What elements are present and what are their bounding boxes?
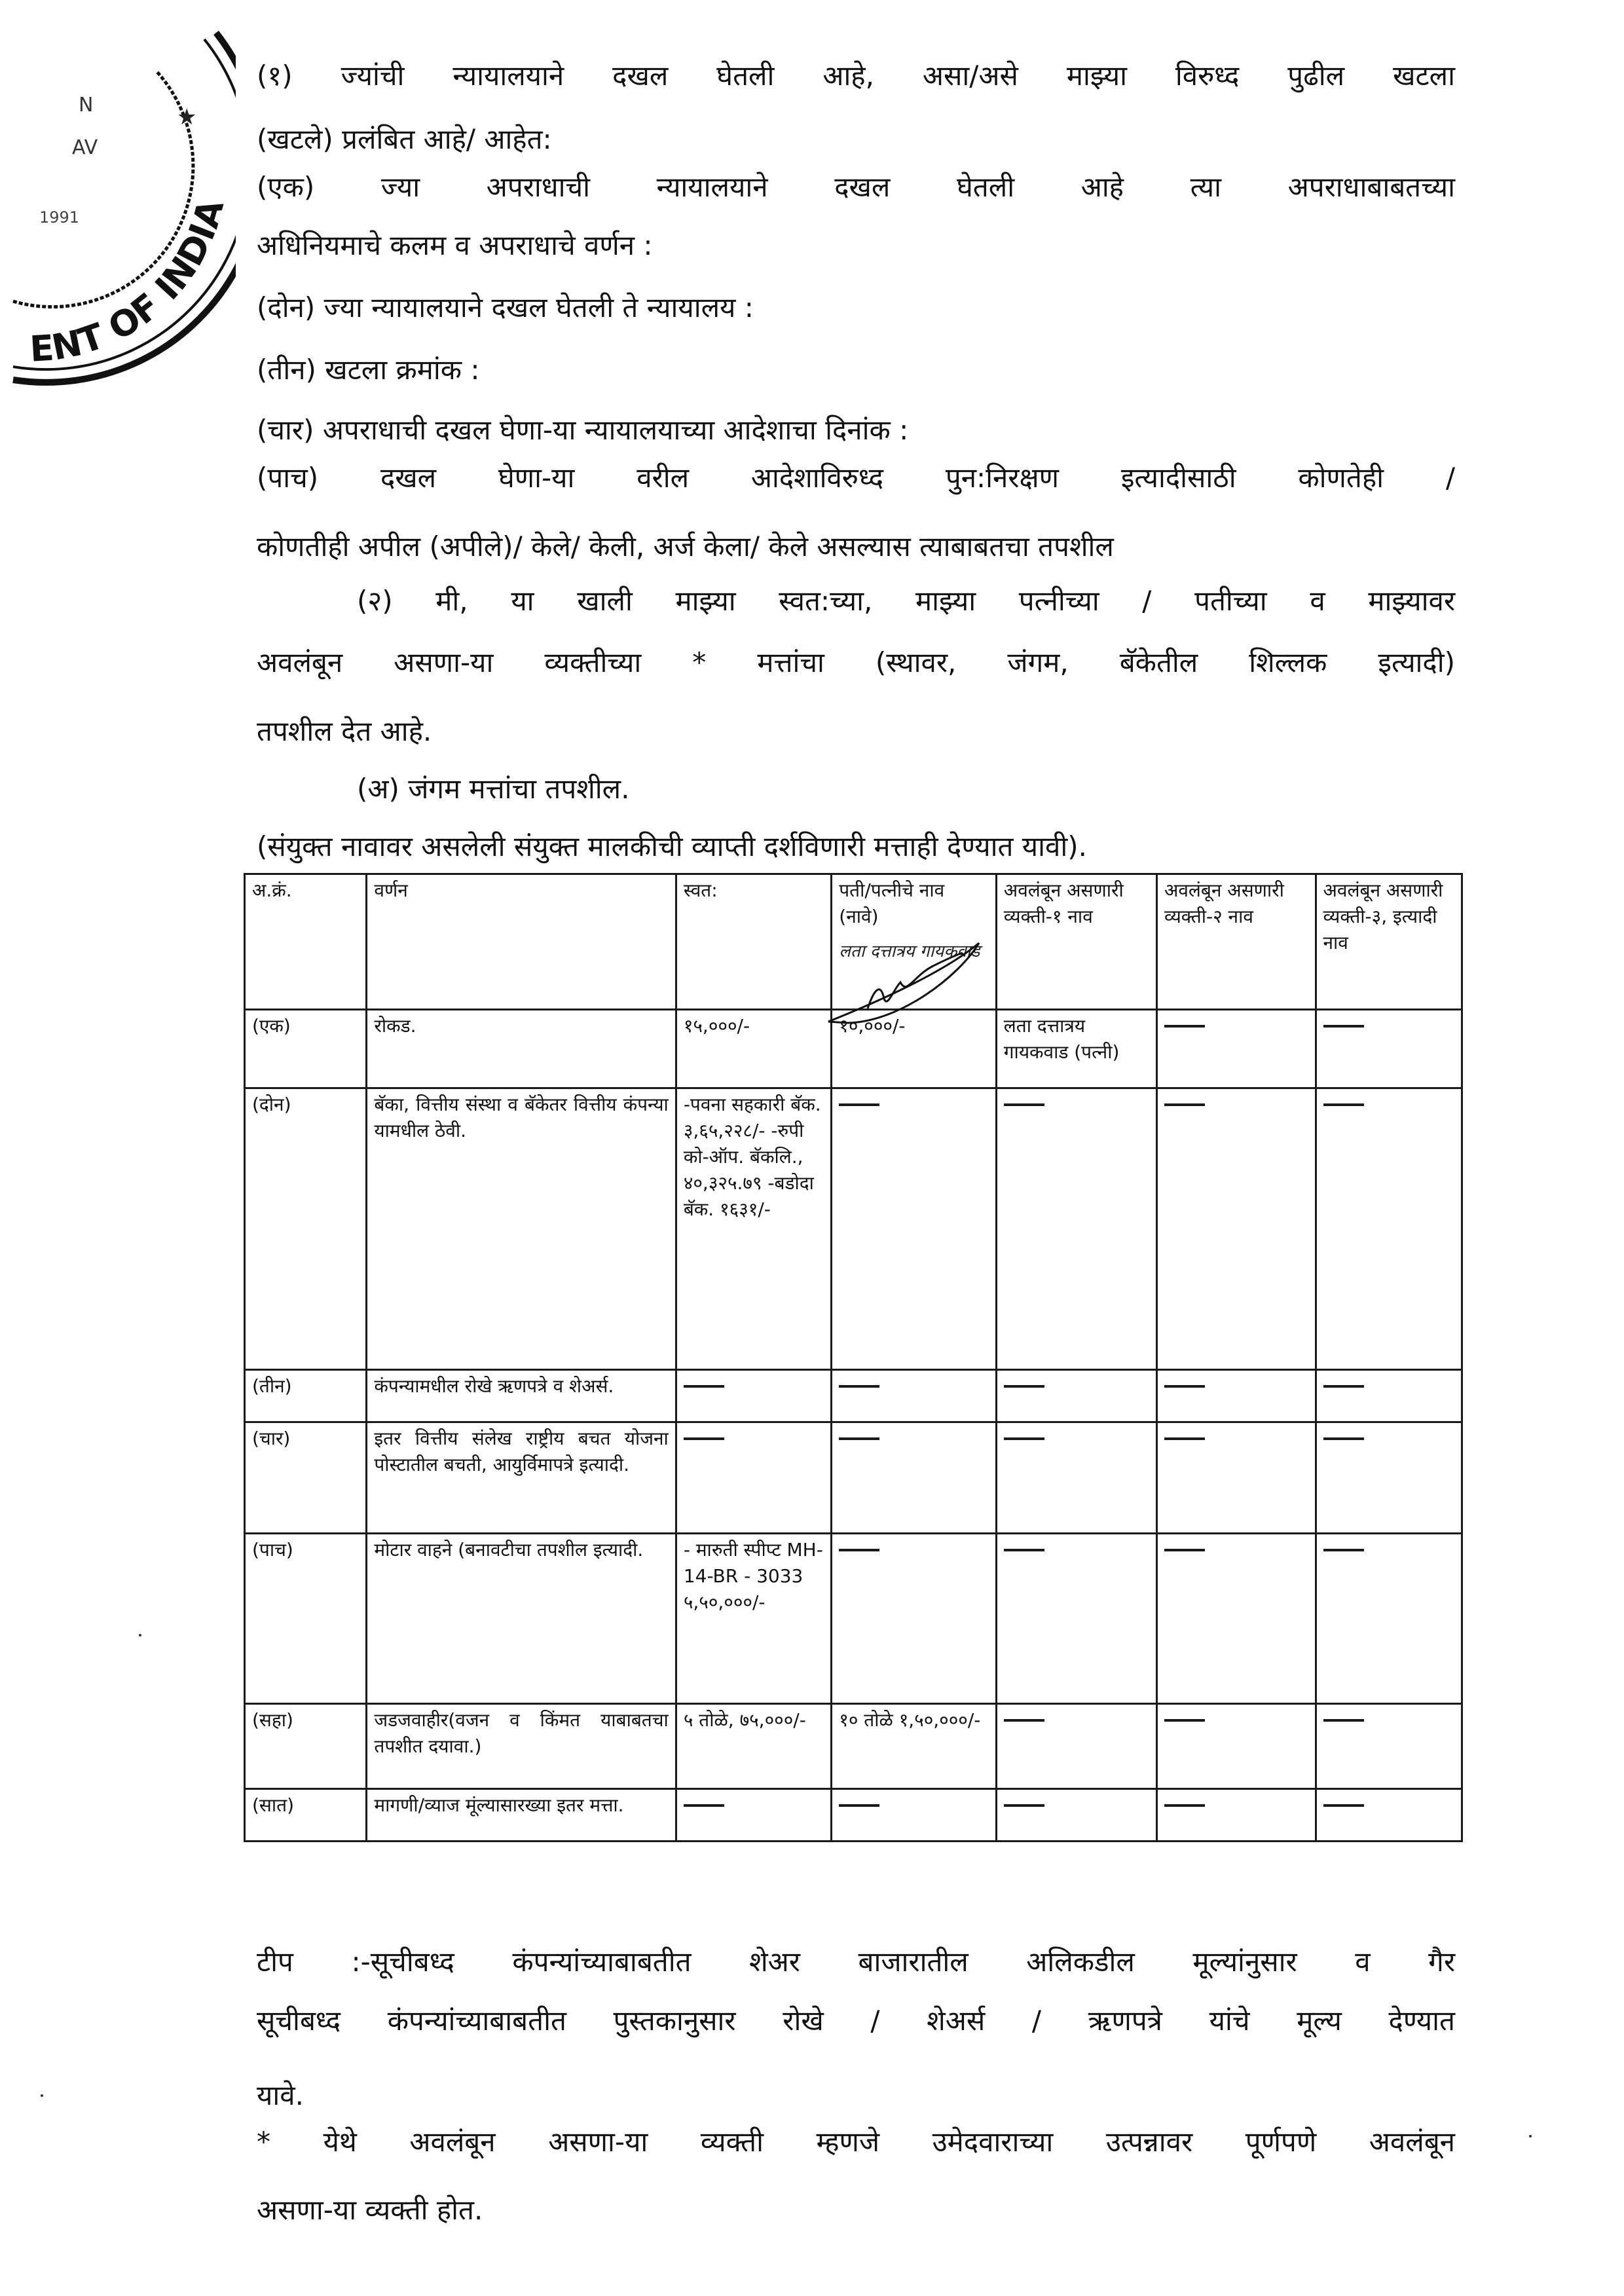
cell-description [367, 1704, 676, 1789]
cell-serial [245, 1370, 367, 1422]
table-row [245, 1088, 1462, 1370]
cell-self-text: - मारुती स्पीप्ट MH-14-BR - 3033 ५,५०,०००/- [683, 1539, 823, 1613]
cell-self [676, 1370, 831, 1422]
cell-self [676, 1422, 831, 1534]
cell-description-text: इतर वित्तीय संलेख राष्ट्रीय बचत योजना पोस्टातील बचती, आयुर्विमापत्रे इत्यादी. [374, 1428, 669, 1475]
item-teen: (तीन) खटला क्रमांक : [257, 354, 480, 386]
cell-self [676, 1789, 831, 1842]
cell-spouse [832, 1534, 997, 1704]
footnote-tip-line1: टीप :-सूचीबध्द कंपन्यांच्याबाबतीत शेअर बाजारातील अलिकडील मूल्यांनुसार व गैर [257, 1946, 1455, 1978]
cell-dependent-2 [1156, 1704, 1316, 1789]
stamp-inner-text: N [79, 94, 94, 117]
scan-speck [1529, 2135, 1532, 2138]
spouse-handwritten-name: लता दत्तात्रय गायकवाड [839, 942, 980, 961]
cell-description [367, 1422, 676, 1534]
cell-serial-text: (चार) [252, 1428, 291, 1449]
cell-dependent-1 [996, 1789, 1156, 1842]
scan-speck [41, 2094, 43, 2097]
cell-self [676, 1088, 831, 1370]
cell-dependent-3 [1316, 1789, 1462, 1842]
scan-speck [139, 1634, 141, 1637]
section2-line1: (२) मी, या खाली माझ्या स्वत:च्या, माझ्या पत्नीच्या / पतीच्या व माझ्यावर [357, 585, 1455, 617]
cell-spouse-text: १०,०००/- [839, 1015, 906, 1037]
cell-self-text: ५ तोळे, ७५,०००/- [683, 1709, 806, 1731]
cell-serial [245, 1789, 367, 1842]
item-ek-line2: अधिनियमाचे कलम व अपराधाचे वर्णन : [257, 229, 653, 261]
cell-self [676, 1010, 831, 1088]
cell-description-text: जडजवाहीर(वजन व किंमत याबाबतचा तपशीत दयावा.) [374, 1709, 669, 1757]
cell-dependent-2 [1156, 1789, 1316, 1842]
government-stamp [0, 20, 236, 386]
cell-serial-text: (तीन) [252, 1375, 292, 1397]
section2-line2: अवलंबून असणा-या व्यक्तीच्या * मत्तांचा (स्थावर, जंगम, बॅकेतील शिल्लक इत्यादी) [257, 646, 1455, 678]
header-description: वर्णन [367, 874, 676, 1010]
item-pach-line2: कोणतीही अपील (अपीले)/ केले/ केली, अर्ज केला/ केले असल्यास त्याबाबतचा तपशील [257, 530, 1114, 563]
cell-self-text: -पवना सहकारी बॅक. ३,६५,२२८/- -रुपी को-ऑप. बॅकलि., ४०,३२५.७९ -बडोदा बॅक. १६३१/- [683, 1094, 821, 1220]
header-spouse-label: पती/पत्नीचे नाव (नावे) [839, 880, 945, 927]
cell-dependent-3 [1316, 1422, 1462, 1534]
cell-dependent-3 [1316, 1534, 1462, 1704]
cell-dependent-3 [1316, 1010, 1462, 1088]
cell-serial [245, 1704, 367, 1789]
section1-line2: (खटले) प्रलंबित आहे/ आहेत: [257, 123, 552, 155]
cell-self-text: १५,०००/- [683, 1015, 750, 1037]
cell-spouse-text: १० तोळे १,५०,०००/- [839, 1709, 981, 1731]
cell-description [367, 1010, 676, 1088]
cell-description [367, 1370, 676, 1422]
cell-dependent-3 [1316, 1704, 1462, 1789]
subsection-a-title: (अ) जंगम मत्तांचा तपशील. [357, 773, 630, 805]
cell-description [367, 1789, 676, 1842]
table-row [245, 1422, 1462, 1534]
header-dependent-3: अवलंबून असणारी व्यक्ती-३, इत्यादी नाव [1316, 874, 1462, 1010]
cell-dependent-3 [1316, 1088, 1462, 1370]
section2-line3: तपशील देत आहे. [257, 715, 432, 747]
cell-serial [245, 1534, 367, 1704]
footnote-tip-line3: यावे. [257, 2079, 304, 2111]
signature [822, 936, 1005, 1028]
cell-dependent-2 [1156, 1088, 1316, 1370]
cell-spouse [832, 1088, 997, 1370]
cell-description-text: मागणी/व्याज मूंल्यासारख्या इतर मत्ता. [374, 1794, 624, 1816]
cell-dependent-1-text: लता दत्तात्रय गायकवाड (पत्नी) [1003, 1015, 1120, 1063]
item-char: (चार) अपराधाची दखल घेणा-या न्यायालयाच्या आदेशाचा दिनांक : [257, 414, 909, 446]
cell-dependent-1 [996, 1370, 1156, 1422]
item-pach-line1: (पाच) दखल घेणा-या वरील आदेशाविरुध्द पुन:निरक्षण इत्यादीसाठी कोणतेही / [257, 462, 1455, 494]
cell-serial [245, 1422, 367, 1534]
cell-serial-text: (एक) [252, 1015, 291, 1037]
header-dependent-2: अवलंबून असणारी व्यक्ती-२ नाव [1156, 874, 1316, 1010]
stamp-inner-text: 1991 [39, 208, 80, 227]
cell-dependent-1 [996, 1704, 1156, 1789]
table-row [245, 1704, 1462, 1789]
cell-serial [245, 1010, 367, 1088]
cell-serial [245, 1088, 367, 1370]
cell-dependent-2 [1156, 1534, 1316, 1704]
cell-dependent-2 [1156, 1422, 1316, 1534]
cell-dependent-2 [1156, 1370, 1316, 1422]
cell-spouse [832, 1704, 997, 1789]
cell-spouse [832, 1370, 997, 1422]
table-row [245, 1789, 1462, 1842]
header-dependent-1: अवलंबून असणारी व्यक्ती-१ नाव [996, 874, 1156, 1010]
footnote-tip-line2: सूचीबध्द कंपन्यांच्याबाबतीत पुस्तकानुसार रोखे / शेअर्स / ऋणपत्रे यांचे मूल्य देण्यात [257, 2005, 1455, 2037]
joint-ownership-note: (संयुक्त नावावर असलेली संयुक्त मालकीची व्याप्ती दर्शविणारी मत्ताही देण्यात यावी). [257, 830, 1087, 862]
table-row [245, 1534, 1462, 1704]
table-row [245, 1370, 1462, 1422]
cell-dependent-2 [1156, 1010, 1316, 1088]
cell-description-text: कंपन्यामधील रोखे ऋणपत्रे व शेअर्स. [374, 1375, 614, 1397]
footnote-dependent-line2: असणा-या व्यक्ती होत. [257, 2194, 483, 2226]
cell-description-text: मोटार वाहने (बनावटीचा तपशील इत्यादी. [374, 1539, 644, 1561]
stamp-inner-text: AV [72, 136, 98, 159]
item-ek-line1: (एक) ज्या अपराधाची न्यायालयाने दखल घेतली आहे त्या अपराधाबाबतच्या [257, 171, 1455, 203]
cell-serial-text: (सहा) [252, 1709, 293, 1731]
cell-description-text: रोकड. [374, 1015, 416, 1037]
cell-dependent-1 [996, 1010, 1156, 1088]
cell-spouse [832, 1789, 997, 1842]
cell-description-text: बॅका, वित्तीय संस्था व बॅकेतर वित्तीय कंपन्या यामधील ठेवी. [374, 1094, 669, 1141]
cell-serial-text: (दोन) [252, 1094, 291, 1115]
section1-line1: (१) ज्यांची न्यायालयाने दखल घेतली आहे, असा/असे माझ्या विरुध्द पुढील खटला [257, 60, 1455, 92]
header-serial: अ.क्रं. [245, 874, 367, 1010]
cell-description [367, 1088, 676, 1370]
cell-self [676, 1534, 831, 1704]
cell-serial-text: (सात) [252, 1794, 294, 1816]
footnote-dependent-line1: * येथे अवलंबून असणा-या व्यक्ती म्हणजे उमेदवाराच्या उत्पन्नावर पूर्णपणे अवलंबून [257, 2126, 1455, 2158]
cell-serial-text: (पाच) [252, 1539, 293, 1561]
stamp-text: ENT OF INDIA [28, 194, 232, 370]
cell-dependent-1 [996, 1534, 1156, 1704]
cell-dependent-3 [1316, 1370, 1462, 1422]
stamp-star-icon: ★ [177, 104, 197, 130]
cell-dependent-1 [996, 1088, 1156, 1370]
cell-spouse [832, 1422, 997, 1534]
cell-dependent-1 [996, 1422, 1156, 1534]
cell-description [367, 1534, 676, 1704]
header-self: स्वत: [676, 874, 831, 1010]
cell-self [676, 1704, 831, 1789]
item-don: (दोन) ज्या न्यायालयाने दखल घेतली ते न्यायालय : [257, 291, 754, 324]
